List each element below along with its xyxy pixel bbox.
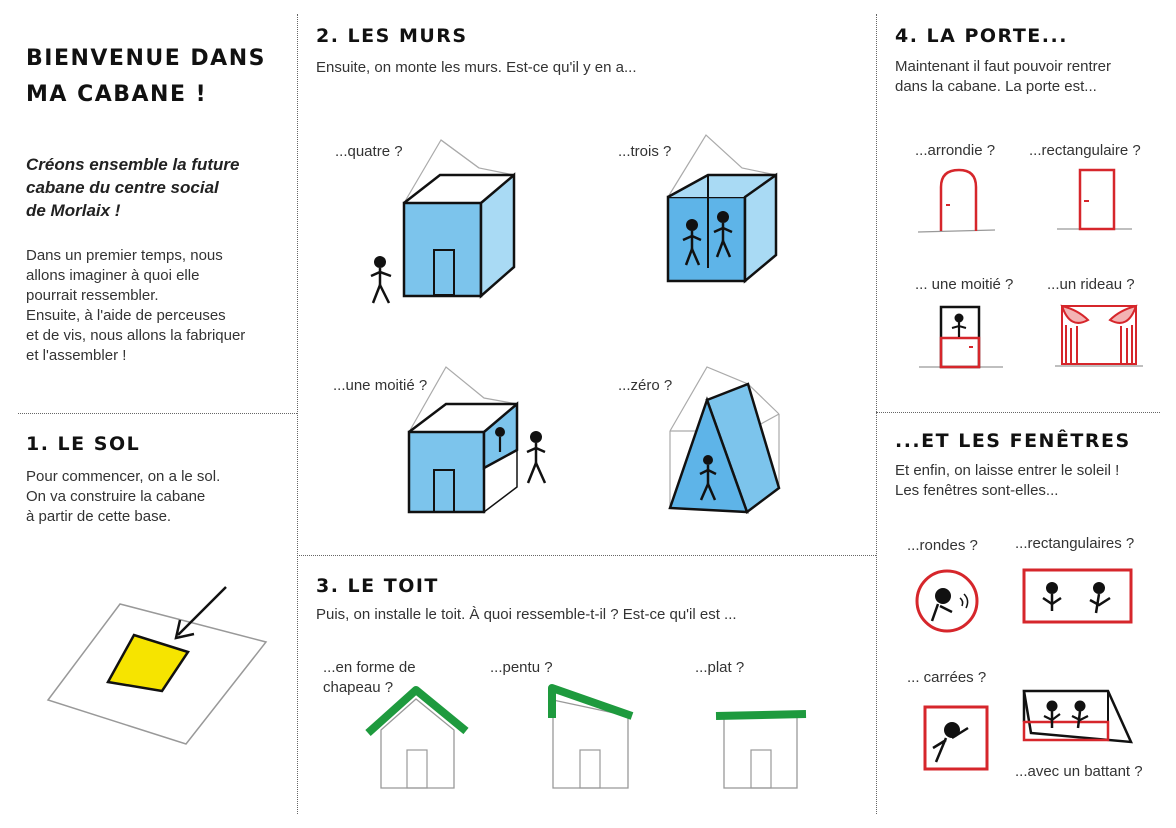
window-rectangular [1024, 570, 1131, 622]
porte-option-arrondie: ...arrondie ? [915, 142, 996, 159]
murs-option-trois: ...trois ? [618, 143, 672, 160]
sol-text-line: Pour commencer, on a le sol. [26, 468, 221, 485]
intro-subtitle-line1: Créons ensemble la future [26, 155, 240, 174]
page-title-line1: BIENVENUE DANS [26, 46, 266, 71]
toit-option-pentu: ...pentu ? [490, 659, 553, 676]
window-square [925, 707, 987, 769]
intro-text-line: Ensuite, à l'aide de perceuses [26, 307, 226, 324]
toit-option-chapeau-line1: ...en forme de [323, 659, 416, 676]
window-shutter [1024, 691, 1131, 742]
toit-option-chapeau-line2: chapeau ? [323, 679, 394, 696]
sol-text-line: On va construire la cabane [26, 488, 206, 505]
toit-title: 3. LE TOIT [316, 575, 439, 597]
intro-text-line: pourrait ressembler. [26, 287, 159, 304]
porte-option-moitie: ... une moitié ? [915, 276, 1014, 293]
murs-option-quatre: ...quatre ? [335, 143, 403, 160]
intro-text-line: et l'assembler ! [26, 347, 127, 364]
fenetres-option-rectangulaires: ...rectangulaires ? [1015, 535, 1135, 552]
murs-option-zero: ...zéro ? [618, 377, 673, 394]
fenetres-title: ...ET LES FENÊTRES [895, 430, 1131, 452]
intro-text-line: allons imaginer à quoi elle [26, 267, 200, 284]
fenetres-option-battant: ...avec un battant ? [1015, 763, 1143, 780]
fenetres-option-carrees: ... carrées ? [907, 669, 987, 686]
porte-option-rideau: ...un rideau ? [1047, 276, 1135, 293]
sol-title: 1. LE SOL [26, 433, 141, 455]
sol-text-line: à partir de cette base. [26, 508, 172, 525]
toit-option-plat: ...plat ? [695, 659, 745, 676]
murs-option-moitie: ...une moitié ? [333, 377, 428, 394]
porte-title: 4. LA PORTE... [895, 25, 1068, 47]
intro-text-line: Dans un premier temps, nous [26, 247, 223, 264]
porte-text-line: Maintenant il faut pouvoir rentrer [895, 58, 1111, 75]
porte-text-line: dans la cabane. La porte est... [895, 78, 1097, 95]
murs-text: Ensuite, on monte les murs. Est-ce qu'il y en a... [316, 59, 637, 76]
fenetres-text-line: Les fenêtres sont-elles... [895, 482, 1059, 499]
fenetres-option-rondes: ...rondes ? [907, 537, 978, 554]
porte-option-rectangulaire: ...rectangulaire ? [1029, 142, 1141, 159]
toit-text: Puis, on installe le toit. À quoi ressemble-t-il ? Est-ce qu'il est ... [316, 606, 737, 623]
murs-title: 2. LES MURS [316, 25, 468, 47]
window-round [917, 571, 977, 631]
intro-text-line: et de vis, nous allons la fabriquer [26, 327, 246, 344]
page-title-line2: MA CABANE ! [26, 82, 208, 107]
fenetres-text-line: Et enfin, on laisse entrer le soleil ! [895, 462, 1120, 479]
intro-subtitle-line2: cabane du centre social [26, 178, 219, 197]
intro-subtitle-line3: de Morlaix ! [26, 201, 121, 220]
